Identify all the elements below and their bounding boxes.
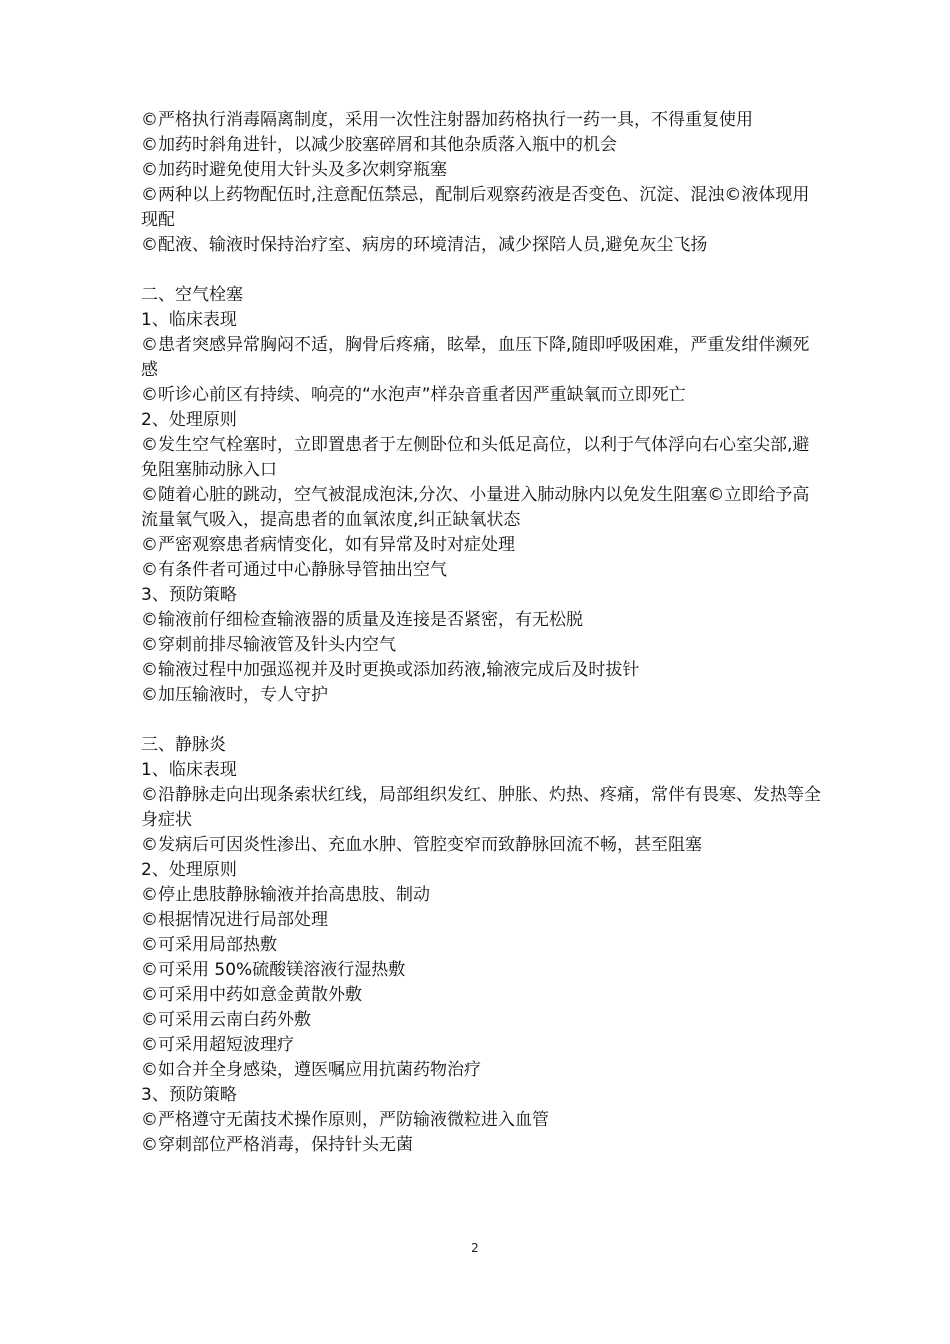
subheading: 2、处理原则	[141, 860, 237, 880]
paragraph: ©有条件者可通过中心静脉导管抽出空气	[141, 560, 447, 580]
paragraph: ©随着心脏的跳动，空气被混成泡沫,分次、小量进入肺动脉内以免发生阻塞©立即给予高流量氧气吸入，提高患者的血氧浓度,纠正缺氧状态	[141, 485, 810, 530]
subheading: 1、临床表现	[141, 760, 237, 780]
paragraph: ©根据情况进行局部处理	[141, 910, 328, 930]
paragraph: ©停止患肢静脉输液并抬高患肢、制动	[141, 885, 430, 905]
paragraph: ©配液、输液时保持治疗室、病房的环境清洁，减少探陪人员,避免灰尘飞扬	[141, 235, 708, 255]
subheading: 3、预防策略	[141, 1085, 237, 1105]
paragraph: ©加药时避免使用大针头及多次刺穿瓶塞	[141, 160, 447, 180]
paragraph: ©可采用 50%硫酸镁溶液行湿热敷	[141, 960, 406, 980]
paragraph: ©发病后可因炎性渗出、充血水肿、管腔变窄而致静脉回流不畅，甚至阻塞	[141, 835, 702, 855]
section-heading: 三、静脉炎	[141, 735, 226, 755]
paragraph: ©穿刺部位严格消毒，保持针头无菌	[141, 1135, 413, 1155]
paragraph: ©加药时斜角进针，以减少胶塞碎屑和其他杂质落入瓶中的机会	[141, 135, 617, 155]
paragraph: ©可采用局部热敷	[141, 935, 277, 955]
paragraph: ©如合并全身感染，遵医嘱应用抗菌药物治疗	[141, 1060, 481, 1080]
blank-line	[141, 258, 821, 283]
subheading: 2、处理原则	[141, 410, 237, 430]
paragraph: ©严密观察患者病情变化，如有异常及时对症处理	[141, 535, 515, 555]
paragraph: ©输液前仔细检查输液器的质量及连接是否紧密，有无松脱	[141, 610, 583, 630]
subheading: 1、临床表现	[141, 310, 237, 330]
paragraph: ©严格执行消毒隔离制度，采用一次性注射器加药格执行一药一具，不得重复使用	[141, 110, 753, 130]
paragraph: ©穿刺前排尽输液管及针头内空气	[141, 635, 396, 655]
paragraph: ©可采用超短波理疗	[141, 1035, 294, 1055]
section-heading: 二、空气栓塞	[141, 285, 243, 305]
paragraph: ©输液过程中加强巡视并及时更换或添加药液,输液完成后及时拔针	[141, 660, 640, 680]
paragraph: ©沿静脉走向出现条索状红线，局部组织发红、肿胀、灼热、疼痛，常伴有畏寒、发热等全身症状	[141, 785, 821, 830]
page-number: 2	[471, 1241, 479, 1255]
subheading: 3、预防策略	[141, 585, 237, 605]
document-body	[141, 108, 821, 1158]
paragraph: ©听诊心前区有持续、响亮的“水泡声”样杂音重者因严重缺氧而立即死亡	[141, 385, 686, 405]
paragraph: ©可采用中药如意金黄散外敷	[141, 985, 362, 1005]
paragraph: ©患者突感异常胸闷不适，胸骨后疼痛，眩晕，血压下降,随即呼吸困难，严重发绀伴濒死感	[141, 335, 810, 380]
blank-line	[141, 708, 821, 733]
paragraph: ©两种以上药物配伍时,注意配伍禁忌，配制后观察药液是否变色、沉淀、混浊©液体现用现配	[141, 185, 810, 230]
paragraph: ©加压输液时，专人守护	[141, 685, 328, 705]
paragraph: ©严格遵守无菌技术操作原则，严防输液微粒进入血管	[141, 1110, 549, 1130]
paragraph: ©可采用云南白药外敷	[141, 1010, 311, 1030]
paragraph: ©发生空气栓塞时，立即置患者于左侧卧位和头低足高位，以利于气体浮向右心室尖部,避免阻塞肺动脉入口	[141, 435, 810, 480]
